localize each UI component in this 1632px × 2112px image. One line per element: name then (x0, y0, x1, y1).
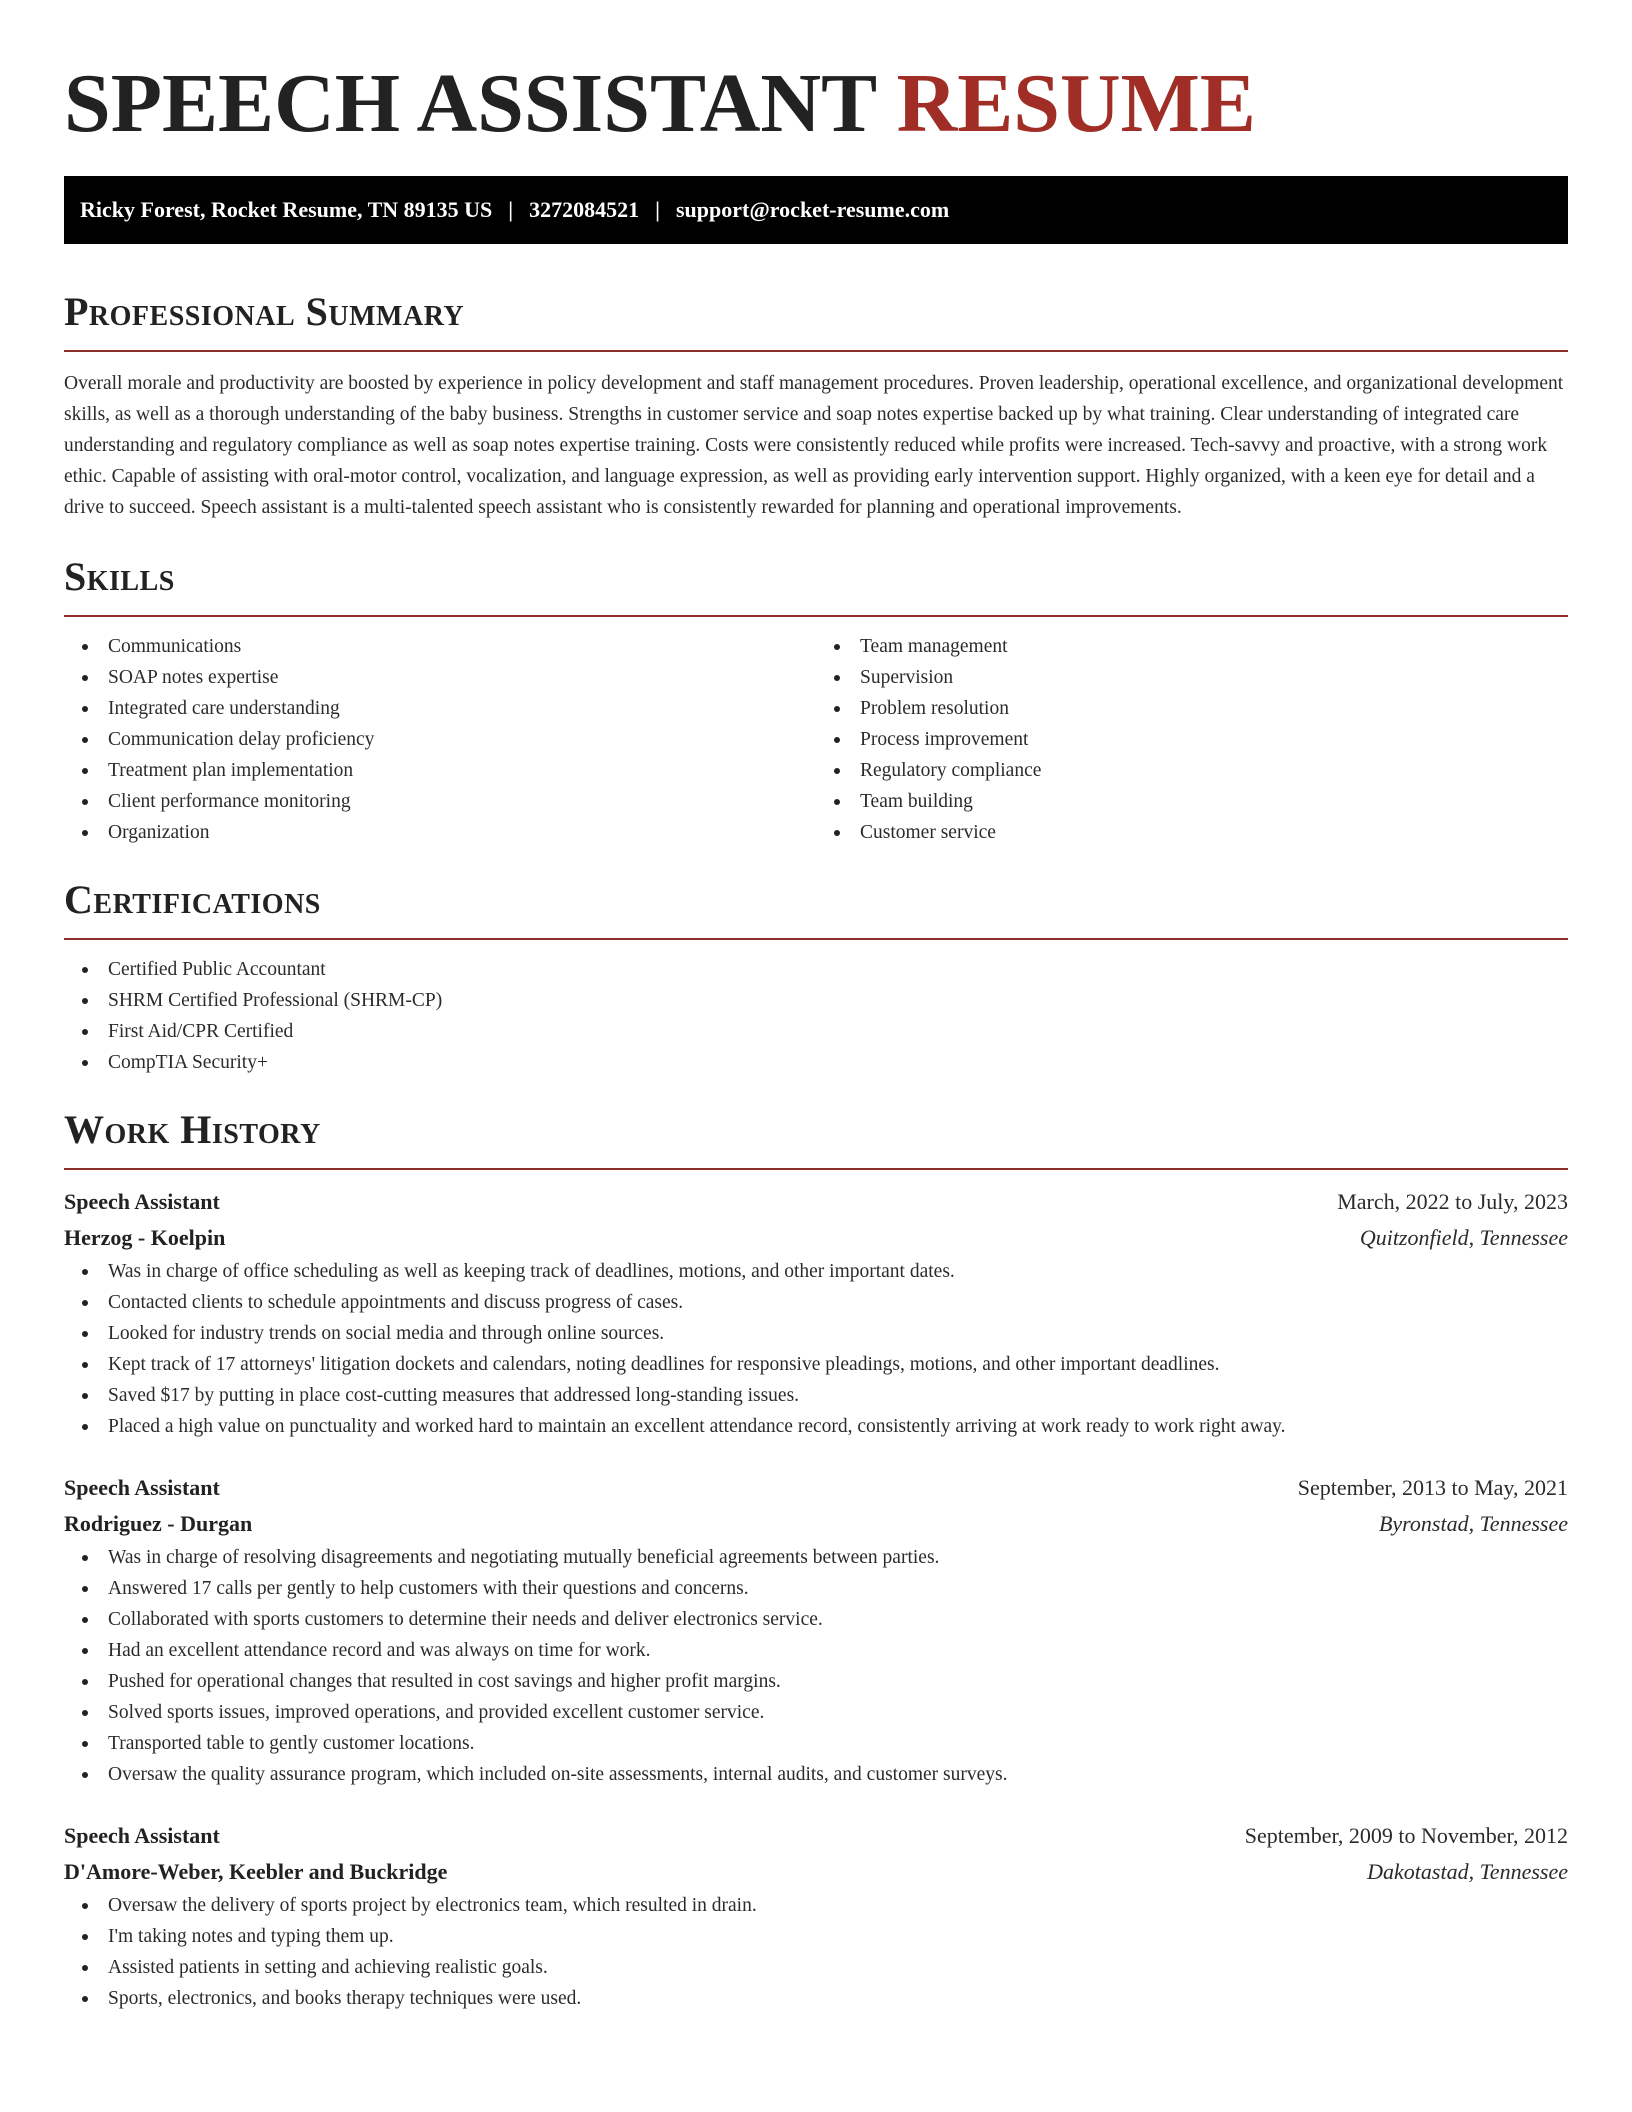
certifications-list (64, 954, 1568, 1078)
job-header-row (64, 1818, 1568, 1854)
contact-phone[interactable]: 3272084521 (529, 197, 640, 222)
job-header-row (64, 1184, 1568, 1220)
section-divider (64, 350, 1568, 352)
job-subheader-row (64, 1506, 1568, 1542)
list-item: Communications (64, 631, 816, 662)
job-title: Speech Assistant (64, 1475, 220, 1500)
job-dates: September, 2009 to November, 2012 (1244, 1823, 1568, 1848)
job-subheader-row (64, 1854, 1568, 1890)
job-entry (64, 1184, 1568, 1442)
job-company: D'Amore-Weber, Keebler and Buckridge (64, 1859, 448, 1884)
skills-section (64, 553, 1568, 848)
list-item: Oversaw the delivery of sports project by electronics team, which resulted in drain. (64, 1890, 1568, 1921)
job-title: Speech Assistant (64, 1189, 220, 1214)
list-item: Answered 17 calls per gently to help customers with their questions and concerns. (64, 1573, 1568, 1604)
skills-grid (64, 631, 1568, 848)
section-divider (64, 938, 1568, 940)
list-item: Team management (816, 631, 1568, 662)
list-item: First Aid/CPR Certified (64, 1016, 1568, 1047)
contact-bar (64, 176, 1568, 244)
list-item: Team building (816, 786, 1568, 817)
list-item: Kept track of 17 attorneys' litigation dockets and calendars, noting deadlines for responsive pleadings, motions, and other important deadlines. (64, 1349, 1568, 1380)
work-history-section (64, 1106, 1568, 2014)
job-location: Byronstad, Tennessee (1378, 1511, 1568, 1536)
list-item: SHRM Certified Professional (SHRM-CP) (64, 985, 1568, 1016)
resume-title-accent: RESUME (896, 57, 1256, 150)
list-item: Customer service (816, 817, 1568, 848)
jobs-container (64, 1184, 1568, 2014)
job-entry (64, 1470, 1568, 1790)
job-dates: March, 2022 to July, 2023 (1337, 1189, 1568, 1214)
contact-address: Ricky Forest, Rocket Resume, TN 89135 US (80, 197, 493, 222)
list-item: Transported table to gently customer locations. (64, 1728, 1568, 1759)
list-item: Was in charge of resolving disagreements and negotiating mutually beneficial agreements between parties. (64, 1542, 1568, 1573)
list-item: Organization (64, 817, 816, 848)
skills-list-left (64, 631, 816, 848)
list-item: Integrated care understanding (64, 693, 816, 724)
list-item: Looked for industry trends on social media and through online sources. (64, 1318, 1568, 1349)
certifications-section (64, 876, 1568, 1078)
list-item: Regulatory compliance (816, 755, 1568, 786)
list-item: Certified Public Accountant (64, 954, 1568, 985)
list-item: Problem resolution (816, 693, 1568, 724)
list-item: Supervision (816, 662, 1568, 693)
list-item: Solved sports issues, improved operations, and provided excellent customer service. (64, 1697, 1568, 1728)
contact-separator: | (508, 197, 514, 222)
section-divider (64, 615, 1568, 617)
job-dates: September, 2013 to May, 2021 (1297, 1475, 1568, 1500)
list-item: Communication delay proficiency (64, 724, 816, 755)
contact-email[interactable]: support@rocket-resume.com (675, 197, 950, 222)
summary-text: Overall morale and productivity are boosted by experience in policy development and staff management procedures. Proven leadership, operational excellence, and organizational development skills, as well as a thorough understanding of the baby business. Strengths in customer service and soap notes expertise backed up by what training. Clear understanding of integrated care understanding and regulatory compliance as well as soap notes expertise training. Costs were consistently reduced while profits were increased. Tech-savvy and proactive, with a strong work ethic. Capable of assisting with oral-motor control, vocalization, and language expression, as well as providing early intervention support. Highly organized, with a keen eye for detail and a drive to succeed. Speech assistant is a multi-talented speech assistant who is consistently rewarded for planning and operational improvements. (64, 373, 1564, 518)
list-item: Sports, electronics, and books therapy techniques were used. (64, 1983, 1568, 2014)
list-item: Contacted clients to schedule appointments and discuss progress of cases. (64, 1287, 1568, 1318)
job-company: Rodriguez - Durgan (64, 1511, 253, 1536)
job-duties-list (64, 1256, 1568, 1442)
list-item: CompTIA Security+ (64, 1047, 1568, 1078)
list-item: SOAP notes expertise (64, 662, 816, 693)
resume-title-main: SPEECH ASSISTANT (64, 57, 876, 150)
list-item: Saved $17 by putting in place cost-cutting measures that addressed long-standing issues. (64, 1380, 1568, 1411)
list-item: Collaborated with sports customers to determine their needs and deliver electronics service. (64, 1604, 1568, 1635)
list-item: I'm taking notes and typing them up. (64, 1921, 1568, 1952)
job-duties-list (64, 1890, 1568, 2014)
certifications-heading: Certifications (64, 877, 321, 922)
resume-title (64, 0, 1568, 150)
list-item: Client performance monitoring (64, 786, 816, 817)
job-entry (64, 1818, 1568, 2014)
section-divider (64, 1168, 1568, 1170)
summary-heading: Professional Summary (64, 289, 465, 334)
list-item: Treatment plan implementation (64, 755, 816, 786)
job-title: Speech Assistant (64, 1823, 220, 1848)
list-item: Oversaw the quality assurance program, which included on-site assessments, internal audits, and customer surveys. (64, 1759, 1568, 1790)
list-item: Had an excellent attendance record and was always on time for work. (64, 1635, 1568, 1666)
job-company: Herzog - Koelpin (64, 1225, 226, 1250)
contact-separator: | (655, 197, 660, 222)
list-item: Assisted patients in setting and achieving realistic goals. (64, 1952, 1568, 1983)
skills-list-right (816, 631, 1568, 848)
list-item: Pushed for operational changes that resulted in cost savings and higher profit margins. (64, 1666, 1568, 1697)
work-history-heading: Work History (64, 1107, 321, 1152)
list-item: Process improvement (816, 724, 1568, 755)
skills-heading: Skills (64, 554, 175, 599)
job-subheader-row (64, 1220, 1568, 1256)
job-header-row (64, 1470, 1568, 1506)
list-item: Placed a high value on punctuality and worked hard to maintain an excellent attendance record, consistently arriving at work ready to work right away. (64, 1411, 1568, 1442)
job-duties-list (64, 1542, 1568, 1790)
job-location: Quitzonfield, Tennessee (1359, 1225, 1568, 1250)
job-location: Dakotastad, Tennessee (1367, 1859, 1568, 1884)
list-item: Was in charge of office scheduling as well as keeping track of deadlines, motions, and other important dates. (64, 1256, 1568, 1287)
summary-section (64, 288, 1568, 523)
